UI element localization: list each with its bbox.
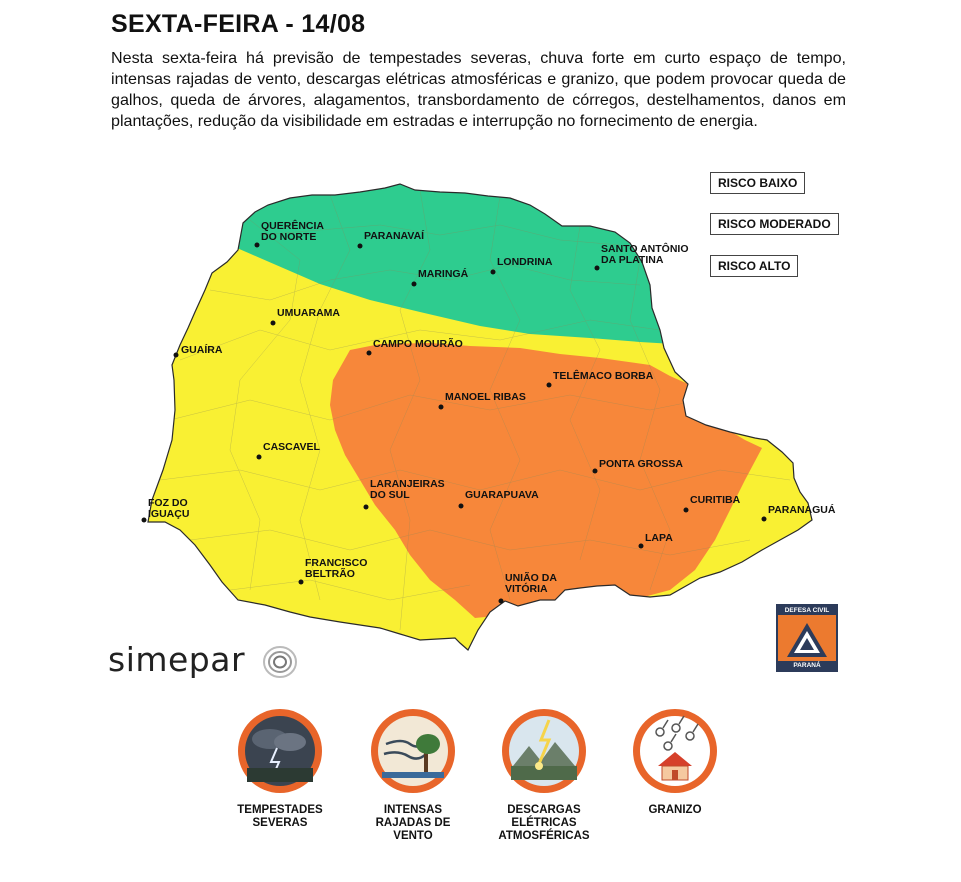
city-dot <box>367 351 372 356</box>
defesa-civil-logo-bottom-text: PARANÁ <box>778 661 836 670</box>
city-label: PARANAGUÁ <box>768 504 836 516</box>
city-label: PARANAVAÍ <box>364 230 425 242</box>
city-marker <box>142 497 190 523</box>
lightning-icon <box>499 706 589 796</box>
city-dot <box>364 505 369 510</box>
city-dot <box>547 383 552 388</box>
city-label: LONDRINA <box>497 256 553 268</box>
city-label: MARINGÁ <box>418 268 469 280</box>
hazard-label: GRANIZO <box>648 804 702 816</box>
city-marker <box>174 343 223 358</box>
simepar-logo: simepar <box>108 640 246 679</box>
city-dot <box>412 282 417 287</box>
city-label: IGUAÇU <box>148 508 190 520</box>
city-dot <box>174 353 179 358</box>
city-label: PONTA GROSSA <box>599 458 684 470</box>
storm-icon <box>235 706 325 796</box>
city-dot <box>358 244 363 249</box>
city-label: FRANCISCO <box>305 557 368 569</box>
city-label: DO NORTE <box>261 231 317 243</box>
city-dot <box>593 469 598 474</box>
city-label: GUAÍRA <box>181 344 223 356</box>
city-label: FOZ DO <box>148 497 188 509</box>
city-dot <box>255 243 260 248</box>
hail-icon <box>630 706 720 796</box>
wind-icon <box>368 706 458 796</box>
city-label: UMUARAMA <box>277 307 340 319</box>
city-dot <box>439 405 444 410</box>
defesa-civil-logo-top-text: DEFESA CIVIL <box>778 606 836 615</box>
city-dot <box>762 517 767 522</box>
city-label: CASCAVEL <box>263 441 320 453</box>
city-dot <box>459 504 464 509</box>
legend-low-risk <box>710 172 805 194</box>
city-dot <box>684 508 689 513</box>
city-label: LARANJEIRAS <box>370 478 445 490</box>
city-label: MANOEL RIBAS <box>445 391 526 403</box>
page-title: SEXTA-FEIRA - 14/08 <box>111 10 366 38</box>
legend-high-label: RISCO ALTO <box>718 259 791 273</box>
hazard-label: TEMPESTADES SEVERAS <box>237 804 323 829</box>
city-dot <box>142 518 147 523</box>
city-label: DA PLATINA <box>601 254 664 266</box>
city-label: VITÓRIA <box>505 583 548 595</box>
city-dot <box>639 544 644 549</box>
city-label: BELTRÃO <box>305 568 355 580</box>
city-label: LAPA <box>645 532 673 544</box>
hazard-tempestades <box>210 706 350 830</box>
forecast-description: Nesta sexta-feira há previsão de tempestades severas, chuva forte em curto espaço de tempo, intensas rajadas de vento, descargas elétricas atmosféricas e granizo, que podem provocar queda de galhos, queda de árvores, alagamentos, transbordamento de córregos, destelhamentos, danos em plantações, redução da visibilidade em estradas e interrupção no fornecimento de energia. <box>111 49 846 130</box>
hazard-label: INTENSAS RAJADAS DE VENTO <box>375 804 451 842</box>
city-dot <box>257 455 262 460</box>
legend-high-risk <box>710 255 798 277</box>
city-dot <box>499 599 504 604</box>
hazard-rajadas <box>343 706 483 843</box>
legend-moderate-risk <box>710 213 839 235</box>
city-dot <box>299 580 304 585</box>
city-label: TELÊMACO BORBA <box>553 370 654 382</box>
civil-defense-triangle-icon <box>784 619 830 661</box>
city-label: CURITIBA <box>690 494 741 506</box>
city-label: DO SUL <box>370 489 410 501</box>
legend-moderate-label: RISCO MODERADO <box>718 217 831 231</box>
city-label: UNIÃO DA <box>505 572 557 584</box>
city-dot <box>491 270 496 275</box>
hazard-label: DESCARGAS ELÉTRICAS ATMOSFÉRICAS <box>498 804 590 842</box>
simepar-logo-icon <box>262 645 298 679</box>
city-label: GUARAPUAVA <box>465 489 539 501</box>
defesa-civil-logo <box>776 604 838 672</box>
legend-low-label: RISCO BAIXO <box>718 176 798 190</box>
city-label: SANTO ANTÔNIO <box>601 243 689 255</box>
city-label: QUERÊNCIA <box>261 220 325 232</box>
city-dot <box>595 266 600 271</box>
hazard-descargas <box>474 706 614 843</box>
hazard-granizo <box>605 706 745 817</box>
city-label: CAMPO MOURÃO <box>373 338 463 350</box>
city-dot <box>271 321 276 326</box>
